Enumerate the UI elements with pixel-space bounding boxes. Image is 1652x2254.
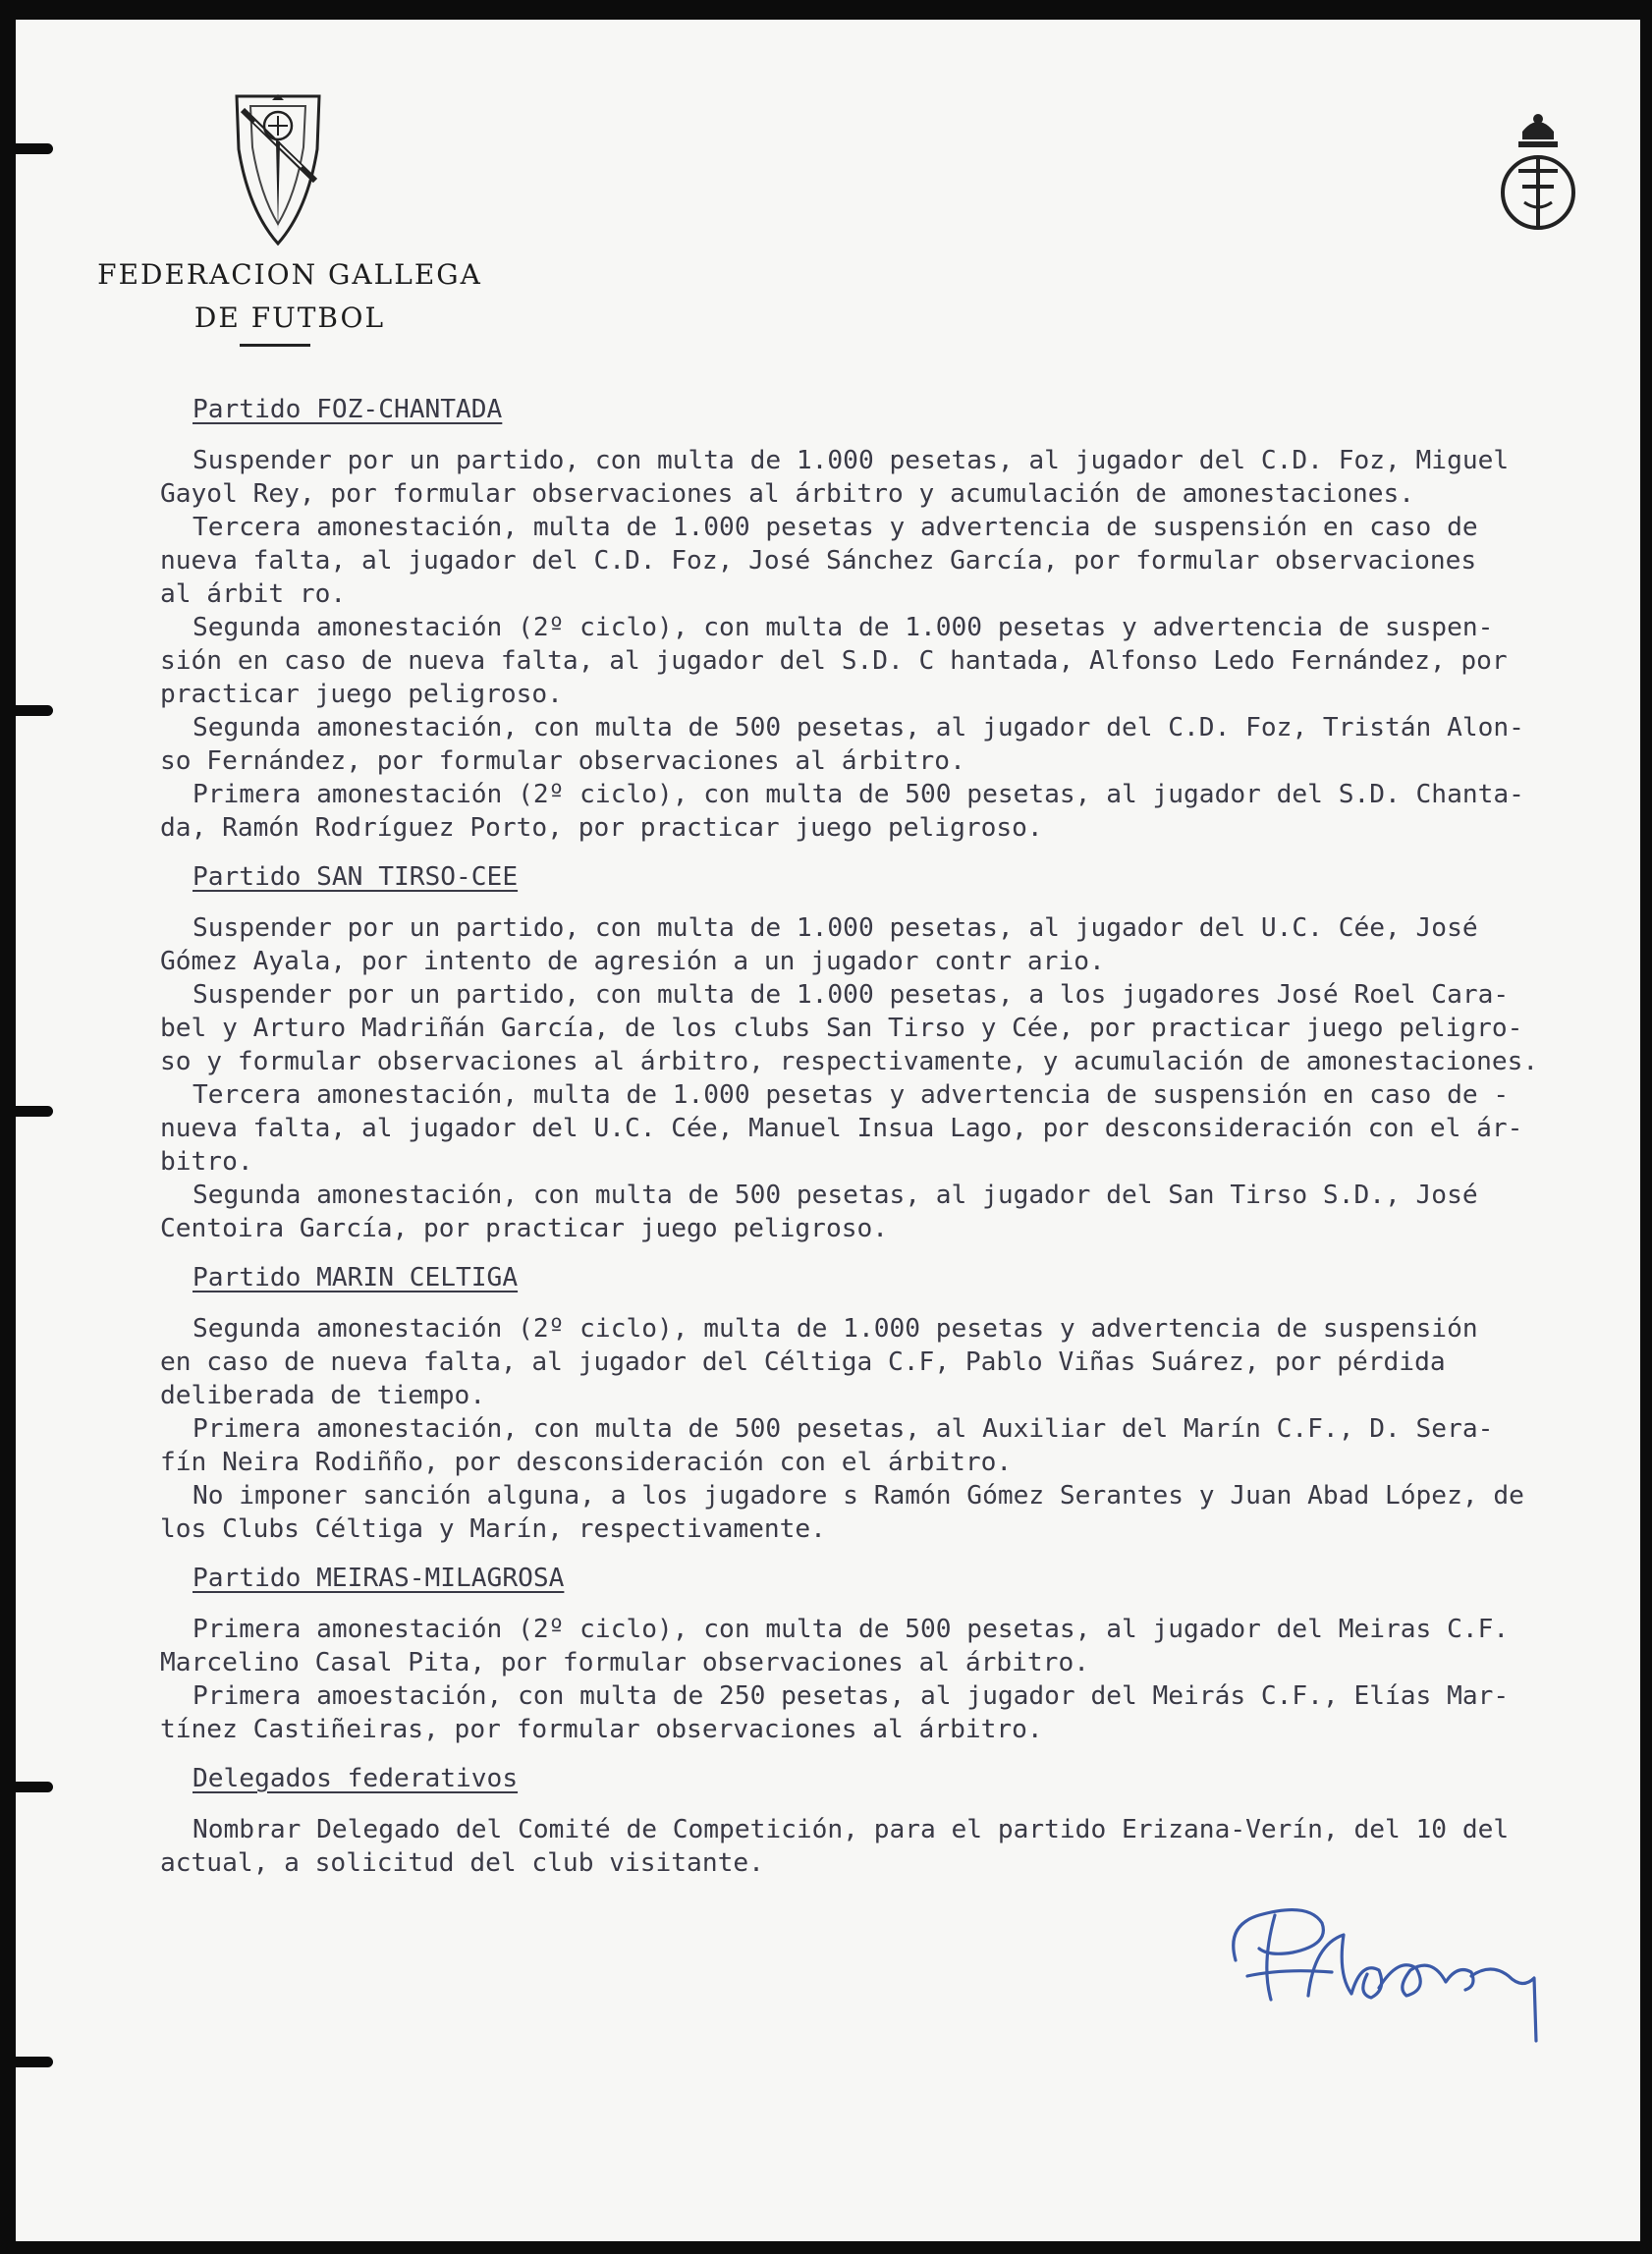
paragraph-line: da, Ramón Rodríguez Porto, por practicar juego peligroso. [160, 813, 1043, 843]
section-title: Partido MEIRAS-MILAGROSA [193, 1564, 565, 1593]
paragraph-line: nueva falta, al jugador del C.D. Foz, José Sánchez García, por formular observaciones [160, 546, 1477, 576]
section-gap [160, 1746, 1628, 1762]
paragraph-line: Primera amonestación, con multa de 500 pesetas, al Auxiliar del Marín C.F., D. Sera- [193, 1414, 1494, 1444]
paragraph-line: Centoira García, por practicar juego peligroso. [160, 1214, 889, 1243]
sanction-paragraph [160, 1412, 1628, 1479]
handwritten-signature [1214, 1866, 1558, 2062]
paragraph-line: Primera amonestación (2º ciclo), con multa de 500 pesetas, al jugador del Meiras C.F. [193, 1615, 1510, 1644]
paragraph-line: en caso de nueva falta, al jugador del Céltiga C.F, Pablo Viñas Suárez, por pérdida [160, 1347, 1446, 1377]
federation-shield-logo [233, 92, 323, 247]
organization-name [79, 253, 501, 340]
paragraph-line: sión en caso de nueva falta, al jugador del S.D. C hantada, Alfonso Ledo Fernández, por [160, 646, 1508, 676]
sanction-paragraph [160, 911, 1628, 978]
section-title: Partido MARIN_CELTIGA [193, 1263, 519, 1292]
sanction-paragraph [160, 1679, 1628, 1746]
sanction-paragraph [160, 1479, 1628, 1546]
paragraph-line: Segunda amonestación, con multa de 500 pesetas, al jugador del San Tirso S.D., José [193, 1181, 1478, 1210]
organization-line-1: FEDERACION GALLEGA [97, 258, 482, 291]
section-title: Partido FOZ-CHANTADA [193, 395, 503, 424]
paragraph-line: so Fernández, por formular observaciones al árbitro. [160, 746, 965, 776]
paragraph-line: Segunda amonestación (2º ciclo), con multa de 1.000 pesetas y advertencia de suspen- [193, 613, 1494, 642]
sanction-paragraph [160, 711, 1628, 778]
section-gap [160, 1245, 1628, 1261]
sanction-paragraph [160, 1312, 1628, 1412]
paragraph-line: Marcelino Casal Pita, por formular observaciones al árbitro. [160, 1648, 1089, 1677]
binder-hole [16, 1782, 53, 1792]
paragraph-line: Gayol Rey, por formular observaciones al árbitro y acumulación de amonestaciones. [160, 479, 1415, 509]
paragraph-line: practicar juego peligroso. [160, 680, 563, 709]
paragraph-line: Suspender por un partido, con multa de 1.000 pesetas, al jugador del U.C. Cée, José [193, 913, 1478, 943]
paragraph-line: al árbit ro. [160, 579, 347, 609]
sanction-paragraph [160, 1613, 1628, 1679]
paragraph-line: deliberada de tiempo. [160, 1381, 486, 1410]
sanction-paragraph [160, 511, 1628, 611]
paragraph-line: nueva falta, al jugador del U.C. Cée, Manuel Insua Lago, por desconsideración con el ár- [160, 1114, 1523, 1143]
section-title: Partido SAN TIRSO-CEE [193, 862, 519, 892]
paragraph-line: Suspender por un partido, con multa de 1.000 pesetas, al jugador del C.D. Foz, Miguel [193, 446, 1510, 475]
paragraph-line: Gómez Ayala, por intento de agresión a un jugador contr ario. [160, 947, 1105, 976]
paragraph-line: los Clubs Céltiga y Marín, respectivamente. [160, 1514, 826, 1544]
paragraph-line: Segunda amonestación, con multa de 500 pesetas, al jugador del C.D. Foz, Tristán Alon- [193, 713, 1524, 742]
binder-hole [16, 2057, 53, 2067]
sanction-paragraph [160, 611, 1628, 711]
letterhead-rule [240, 344, 310, 347]
paragraph-line: Tercera amonestación, multa de 1.000 pesetas y advertencia de suspensión en caso de - [193, 1080, 1510, 1110]
paragraph-line: so y formular observaciones al árbitro, respectivamente, y acumulación de amonestaciones. [160, 1047, 1539, 1076]
sanction-paragraph [160, 778, 1628, 845]
section-gap [160, 845, 1628, 860]
binder-hole [16, 705, 53, 716]
paragraph-line: Nombrar Delegado del Comité de Competición, para el partido Erizana-Verín, del 10 del [193, 1815, 1510, 1844]
section-gap [160, 1546, 1628, 1562]
paragraph-line: Tercera amonestación, multa de 1.000 pesetas y advertencia de suspensión en caso de [193, 513, 1478, 542]
binder-hole [16, 1106, 53, 1117]
sanction-paragraph [160, 978, 1628, 1078]
sanction-paragraph [160, 1078, 1628, 1179]
paragraph-line: actual, a solicitud del club visitante. [160, 1848, 764, 1878]
paragraph-line: Segunda amonestación (2º ciclo), multa de 1.000 pesetas y advertencia de suspensión [193, 1314, 1478, 1344]
paragraph-line: Primera amonestación (2º ciclo), con multa de 500 pesetas, al jugador del S.D. Chanta- [193, 780, 1524, 809]
paragraph-line: Suspender por un partido, con multa de 1.000 pesetas, a los jugadores José Roel Cara- [193, 980, 1510, 1010]
binder-hole [16, 143, 53, 154]
section-title: Delegados federativos [193, 1764, 519, 1793]
sanction-paragraph [160, 1179, 1628, 1245]
document-body [160, 393, 1628, 1880]
paragraph-line: No imponer sanción alguna, a los jugadore s Ramón Gómez Serantes y Juan Abad López, de [193, 1481, 1524, 1511]
paragraph-line: fín Neira Rodiñño, por desconsideración con el árbitro. [160, 1448, 1013, 1477]
sanction-paragraph [160, 444, 1628, 511]
document-page [16, 20, 1640, 2241]
paragraph-line: tínez Castiñeiras, por formular observaciones al árbitro. [160, 1715, 1043, 1744]
paragraph-line: bel y Arturo Madriñán García, de los clubs San Tirso y Cée, por practicar juego peligro- [160, 1014, 1523, 1043]
paragraph-line: bitro. [160, 1147, 253, 1177]
paragraph-line: Primera amoestación, con multa de 250 pesetas, al jugador del Meirás C.F., Elías Mar- [193, 1681, 1510, 1711]
organization-line-2: DE FUTBOL [193, 302, 386, 334]
rfef-crest-logo [1497, 110, 1579, 244]
